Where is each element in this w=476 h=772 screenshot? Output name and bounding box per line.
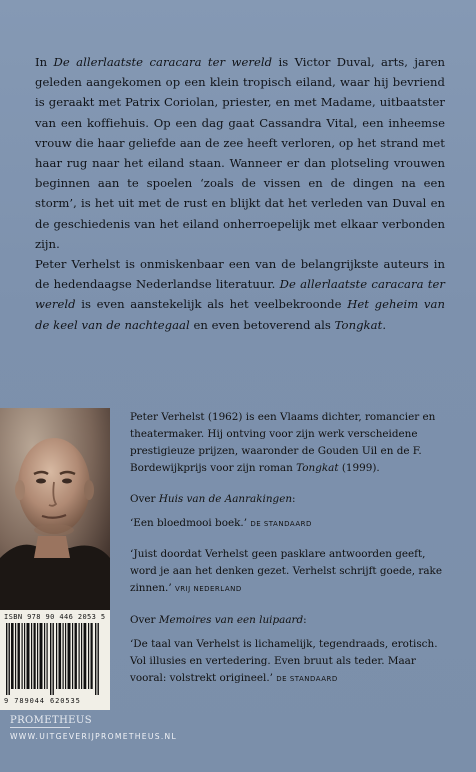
blurb-paragraph-1 — [35, 52, 445, 254]
review-heading-text: Over — [130, 614, 159, 627]
blurb-text: is even aanstekelijk als het veelbekroonde — [75, 297, 348, 312]
blurb-text: . — [382, 317, 387, 332]
barcode-digits: 9 789044 620535 — [4, 697, 81, 705]
author-bio — [130, 409, 450, 688]
bio-text: (1999). — [338, 461, 380, 474]
quote-text: ‘Een bloedmooi boek.’ — [130, 516, 248, 529]
review-heading-text: Over — [130, 492, 159, 505]
book-title: Tongkat — [296, 461, 339, 474]
book-title: Tongkat — [334, 317, 383, 332]
review-quote — [130, 636, 450, 688]
quote-text: ‘Juist doordat Verhelst geen pasklare antwoorden geeft, word je aan het denken gezet. Verhelst schrijft goede, rake zinnen.’ — [130, 548, 442, 595]
book-title: De allerlaatste caracara ter wereld — [53, 55, 273, 69]
book-title: Huis van de Aanrakingen — [158, 492, 293, 505]
review-heading-text: : — [303, 614, 307, 627]
review-quote — [130, 515, 450, 533]
publisher-url: WWW.UITGEVERIJPROMETHEUS.NL — [10, 732, 178, 741]
blurb-text: en even betoverend als — [189, 317, 335, 332]
review-source: DE STANDAARD — [250, 519, 312, 528]
barcode — [0, 610, 110, 710]
review-source: DE STANDAARD — [276, 674, 338, 683]
bio-paragraph — [130, 409, 450, 477]
author-photo — [0, 408, 110, 610]
book-title: Memoires van een luipaard — [158, 614, 304, 627]
review-source: VRIJ NEDERLAND — [174, 585, 242, 594]
blurb-paragraph-2 — [35, 254, 445, 335]
isbn-label: ISBN 978 90 446 2053 5 — [4, 613, 106, 621]
book-title: Het geheim van de keel van de nachtegaal — [35, 297, 445, 332]
blurb — [35, 52, 445, 335]
barcode-bars — [4, 623, 104, 695]
bio-text: Peter Verhelst (1962) is een Vlaams dichter, romancier en theatermaker. Hij ontving voor zijn werk verscheidene prestigieuze prijzen, waaronder de Gouden Uil en de F. Bordewijkprijs voor zijn roman — [130, 411, 436, 474]
publisher-logo: PROMETHEUS — [10, 715, 92, 726]
quote-text: ‘De taal van Verhelst is lichamelijk, tegendraads, erotisch. Vol illusies en vertedering. Even bruut als teder. Maar vooral: volstrekt origineel.’ — [130, 638, 438, 684]
review-heading — [130, 491, 450, 508]
blurb-text: is Victor Duval, arts, jaren geleden aangekomen op een klein tropisch eiland, waar hij bevriend is geraakt met Patrix Coriolan, priester, en met Madame, uitbaatster van een koffiehuis. Op een dag gaat Cassandra Vital, een inheemse vrouw die haar geliefde aan de zee heeft verloren, op het strand met haar rug naar het eiland staan. Wanneer er dan plotseling vrouwen beginnen aan te spoelen ‘zoals de vissen en de dingen na een storm’, is het uit met de rust en blijkt dat het verleden van Duval en de geschiedenis van het eiland onherroepelijk met elkaar verbonden zijn. — [35, 55, 446, 251]
review-heading — [130, 612, 450, 629]
blurb-text: In — [35, 55, 54, 69]
logo-underline — [10, 727, 70, 728]
blurb-text: Peter Verhelst is onmiskenbaar een van de belangrijkste auteurs in de hedendaagse Nederlandse literatuur. — [35, 257, 445, 292]
review-heading-text: : — [292, 492, 296, 505]
book-title: De allerlaatste caracara ter wereld — [35, 277, 445, 312]
review-quote — [130, 546, 450, 598]
